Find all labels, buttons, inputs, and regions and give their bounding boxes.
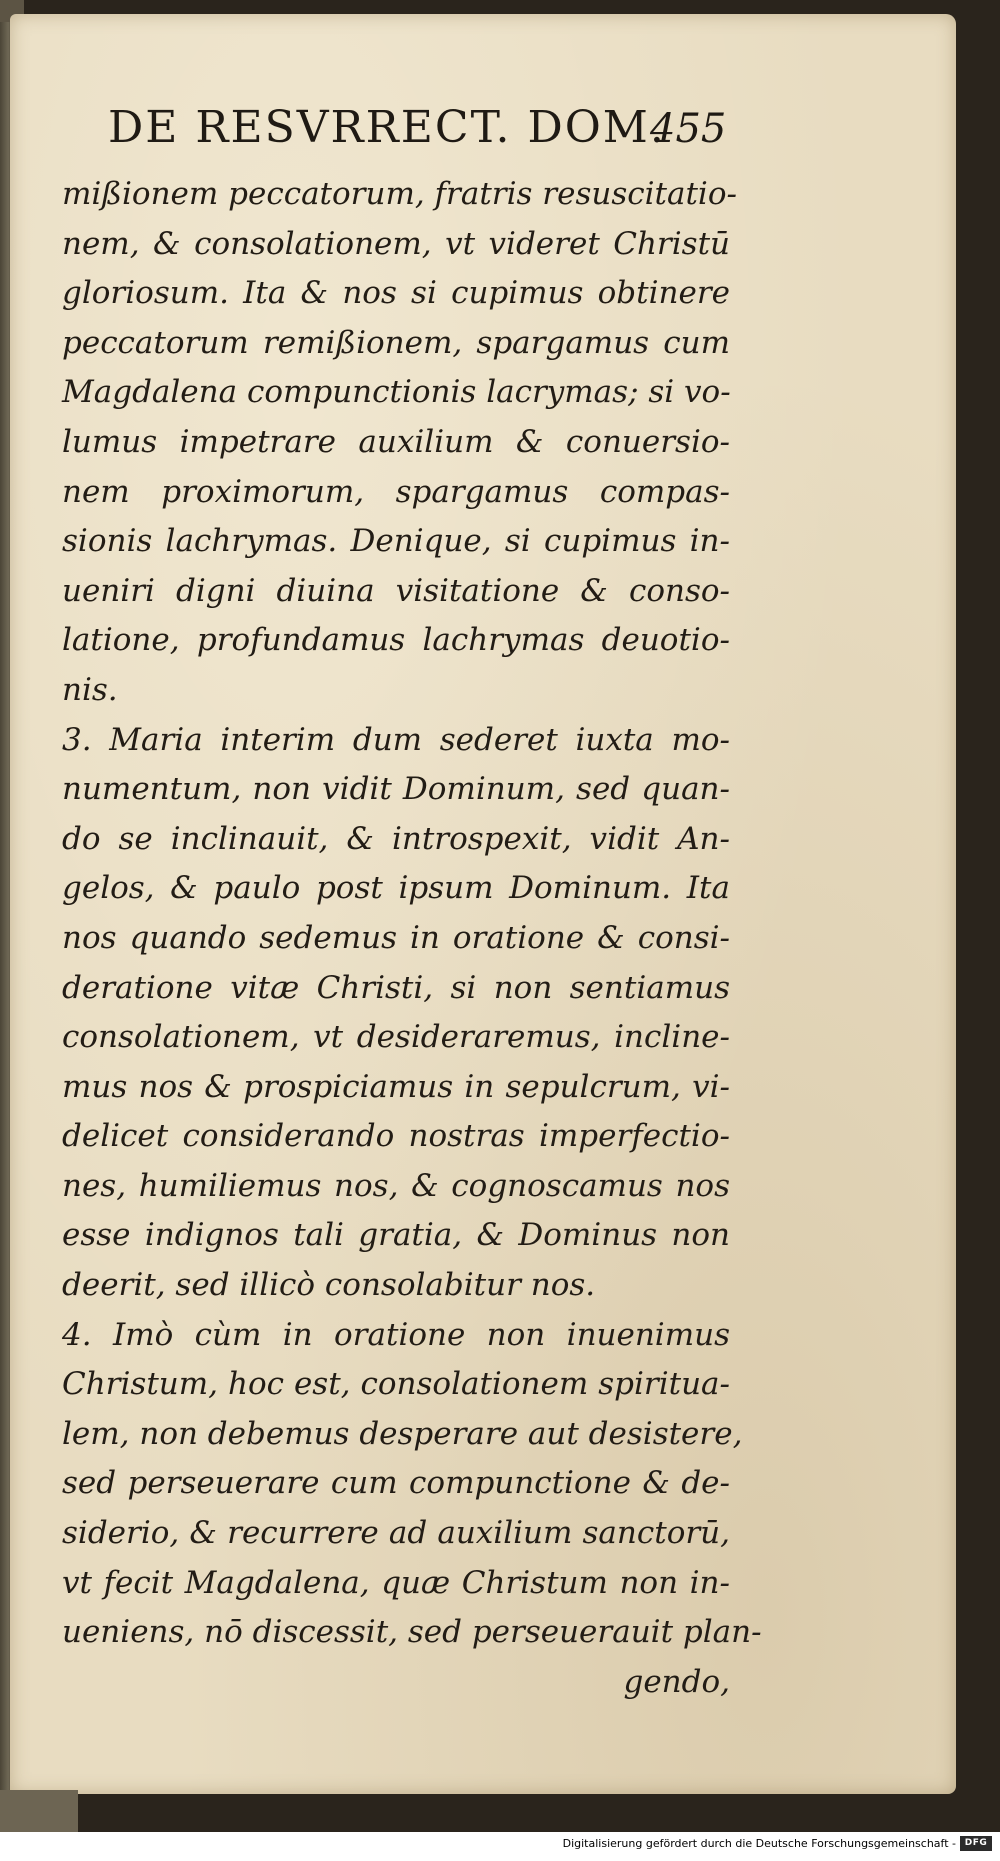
text-line: siderio, & recurrere ad auxilium sanctorū, <box>62 1515 730 1552</box>
page-number: 455 <box>650 106 727 152</box>
text-line: do se inclinauit, & introspexit, vidit An- <box>62 820 730 857</box>
catchword: gendo, <box>623 1663 730 1700</box>
text-line: nos quando sedemus in oratione & consi- <box>62 919 730 956</box>
text-line: ueniri digni diuina visitatione & conso- <box>62 572 730 609</box>
text-line: deerit, sed illicò consolabitur nos. <box>62 1267 596 1304</box>
text-line: ueniens, nō discessit, sed perseuerauit plan- <box>62 1614 762 1651</box>
body-text <box>62 170 762 1707</box>
text-line: mißionem peccatorum, fratris resuscitatio- <box>62 176 737 212</box>
text-line: peccatorum remißionem, spargamus cum <box>62 324 730 361</box>
digitization-footer <box>0 1832 1000 1861</box>
text-line: mus nos & prospiciamus in sepulcrum, vi- <box>62 1068 730 1105</box>
text-line: lumus impetrare auxilium & conuersio- <box>62 423 730 460</box>
text-line: Christum, hoc est, consolationem spiritua- <box>62 1366 730 1403</box>
text-line: sionis lachrymas. Denique, si cupimus in- <box>62 523 730 560</box>
text-line: nes, humiliemus nos, & cognoscamus nos <box>62 1167 730 1204</box>
text-line: latione, profundamus lachrymas deuotio- <box>62 622 730 659</box>
text-line: esse indignos tali gratia, & Dominus non <box>62 1217 730 1254</box>
text-line: gelos, & paulo post ipsum Dominum. Ita <box>62 870 730 907</box>
text-line: delicet considerando nostras imperfectio- <box>62 1118 730 1155</box>
text-line: 4. Imò cùm in oratione non inuenimus <box>62 1316 730 1353</box>
text-line: numentum, non vidit Dominum, sed quan- <box>62 771 730 808</box>
text-line: vt fecit Magdalena, quæ Christum non in- <box>62 1564 730 1601</box>
text-line: nis. <box>62 671 118 708</box>
text-line: deratione vitæ Christi, si non sentiamus <box>62 969 730 1006</box>
text-line: lem, non debemus desperare aut desistere, <box>62 1415 743 1452</box>
color-target-corner-bottom <box>0 1790 78 1832</box>
text-line: nem, & consolationem, vt videret Christū <box>62 225 730 262</box>
dfg-logo: DFG <box>960 1836 992 1851</box>
text-line: consolationem, vt desideraremus, incline- <box>62 1019 730 1056</box>
text-line: sed perseuerare cum compunctione & de- <box>62 1465 730 1502</box>
running-head: DE RESVRRECT. DOM. <box>108 102 666 153</box>
text-line: gloriosum. Ita & nos si cupimus obtinere <box>62 275 730 312</box>
funding-credit: Digitalisierung gefördert durch die Deutsche Forschungsgemeinschaft - <box>562 1837 956 1850</box>
text-line: 3. Maria interim dum sederet iuxta mo- <box>62 721 730 758</box>
book-page <box>10 14 956 1794</box>
text-line: nem proximorum, spargamus compas- <box>62 473 730 510</box>
text-line: Magdalena compunctionis lacrymas; si vo- <box>62 374 731 411</box>
